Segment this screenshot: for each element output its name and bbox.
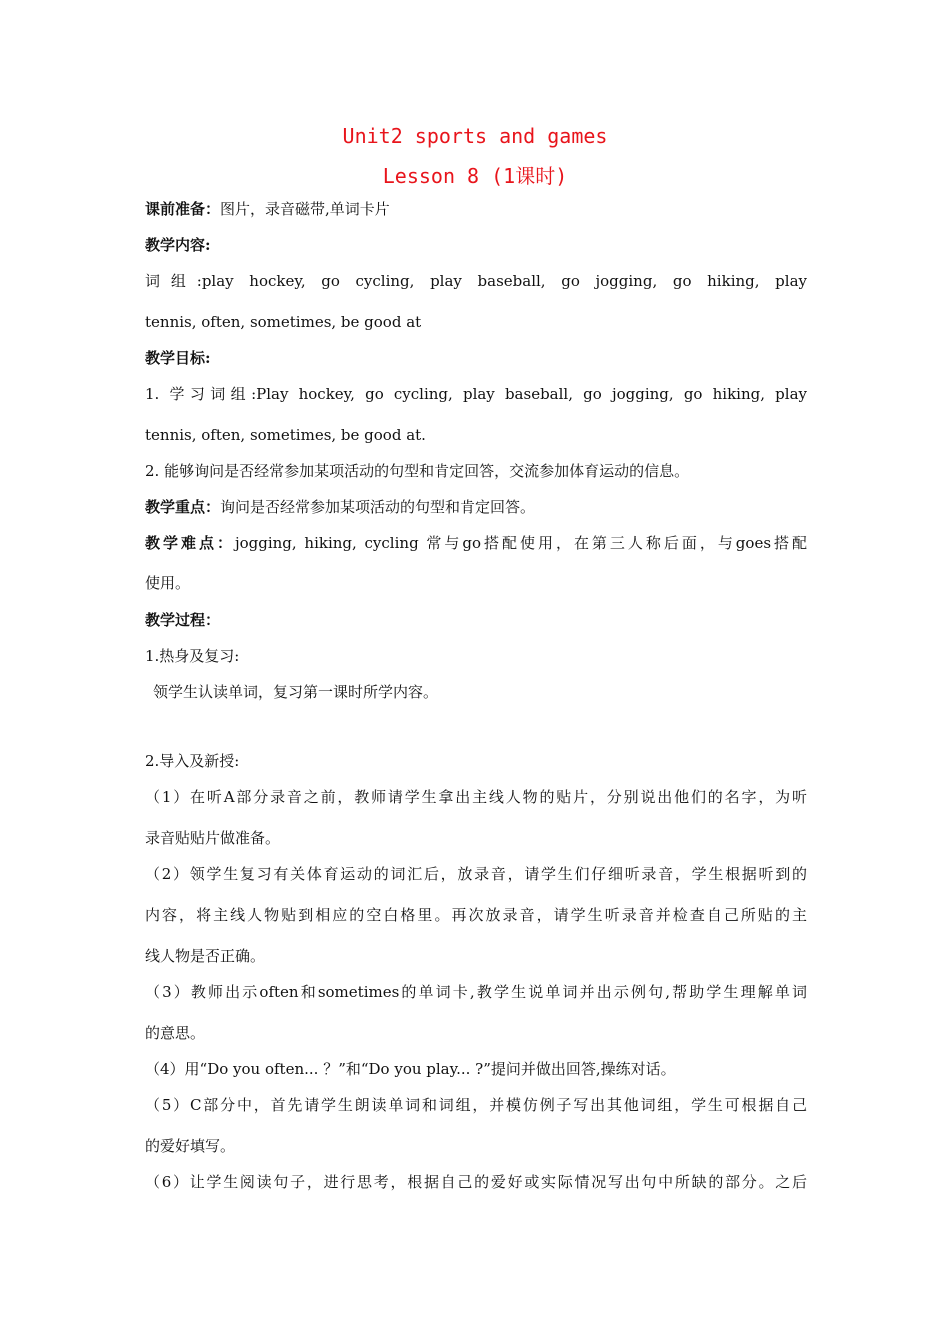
difficulty-text: jogging, hiking, cycling 常与go搭配使用，在第三人称后面，与goes搭配 (234, 534, 807, 552)
paragraph-1-line-1: （1）在听A部分录音之前，教师请学生拿出主线人物的贴片，分别说出他们的名字，为听 (145, 788, 807, 806)
key-point-line (145, 497, 807, 517)
difficulty-line-1 (145, 533, 807, 553)
paragraph-4: （4）用“Do you often... ？”和“Do you play... ?”提问并做出回答,操练对话。 (145, 1060, 676, 1078)
step-1-title: 1.热身及复习: (145, 647, 240, 665)
goal-1-line-2: tennis, often, sometimes, be good at. (145, 426, 426, 444)
step-1-text: 领学生认读单词，复习第一课时所学内容。 (153, 683, 439, 701)
content-line-1: 词组:play hockey, go cycling, play baseball, go jogging, go hiking, play (145, 272, 807, 290)
paragraph-2-line-2: 内容，将主线人物贴到相应的空白格里。再次放录音，请学生听录音并检查自己所贴的主 (145, 906, 807, 924)
content-line-2: tennis, often, sometimes, be good at (145, 313, 422, 331)
process-heading: 教学过程： (145, 611, 221, 629)
paragraph-5-line-1: （5）C部分中，首先请学生朗读单词和词组，并模仿例子写出其他词组，学生可根据自己 (145, 1096, 807, 1114)
goals-heading: 教学目标: (145, 349, 211, 367)
paragraph-6-line-1: （6）让学生阅读句子，进行思考，根据自己的爱好或实际情况写出句中所缺的部分。之后 (145, 1173, 807, 1191)
content-heading: 教学内容: (145, 236, 211, 254)
goal-2: 2. 能够询问是否经常参加某项活动的句型和肯定回答，交流参加体育运动的信息。 (145, 462, 690, 480)
prep-line (145, 199, 807, 219)
paragraph-1-line-2: 录音贴贴片做准备。 (145, 829, 281, 847)
key-point-text: 询问是否经常参加某项活动的句型和肯定回答。 (220, 498, 536, 516)
paragraph-5-line-2: 的爱好填写。 (145, 1137, 236, 1155)
prep-label: 课前准备： (145, 200, 221, 218)
paragraph-2-line-1: （2）领学生复习有关体育运动的词汇后，放录音，请学生们仔细听录音，学生根据听到的 (145, 865, 807, 883)
paragraph-3-line-2: 的意思。 (145, 1024, 206, 1042)
lesson-subtitle: Lesson 8 (1课时) (382, 164, 568, 188)
document-title: Unit2 sports and games (342, 124, 608, 148)
prep-text: 图片，录音磁带,单词卡片 (220, 200, 390, 218)
difficulty-label: 教学难点： (145, 534, 235, 552)
key-point-label: 教学重点： (145, 498, 221, 516)
step-2-title: 2.导入及新授: (145, 752, 240, 770)
paragraph-2-line-3: 线人物是否正确。 (145, 947, 266, 965)
paragraph-3-line-1: （3）教师出示often和sometimes的单词卡,教学生说单词并出示例句,帮助学生理解单词 (145, 983, 807, 1001)
goal-1-line-1: 1. 学习词组:Play hockey, go cycling, play baseball, go jogging, go hiking, play (145, 385, 807, 403)
difficulty-line-2: 使用。 (145, 574, 191, 592)
